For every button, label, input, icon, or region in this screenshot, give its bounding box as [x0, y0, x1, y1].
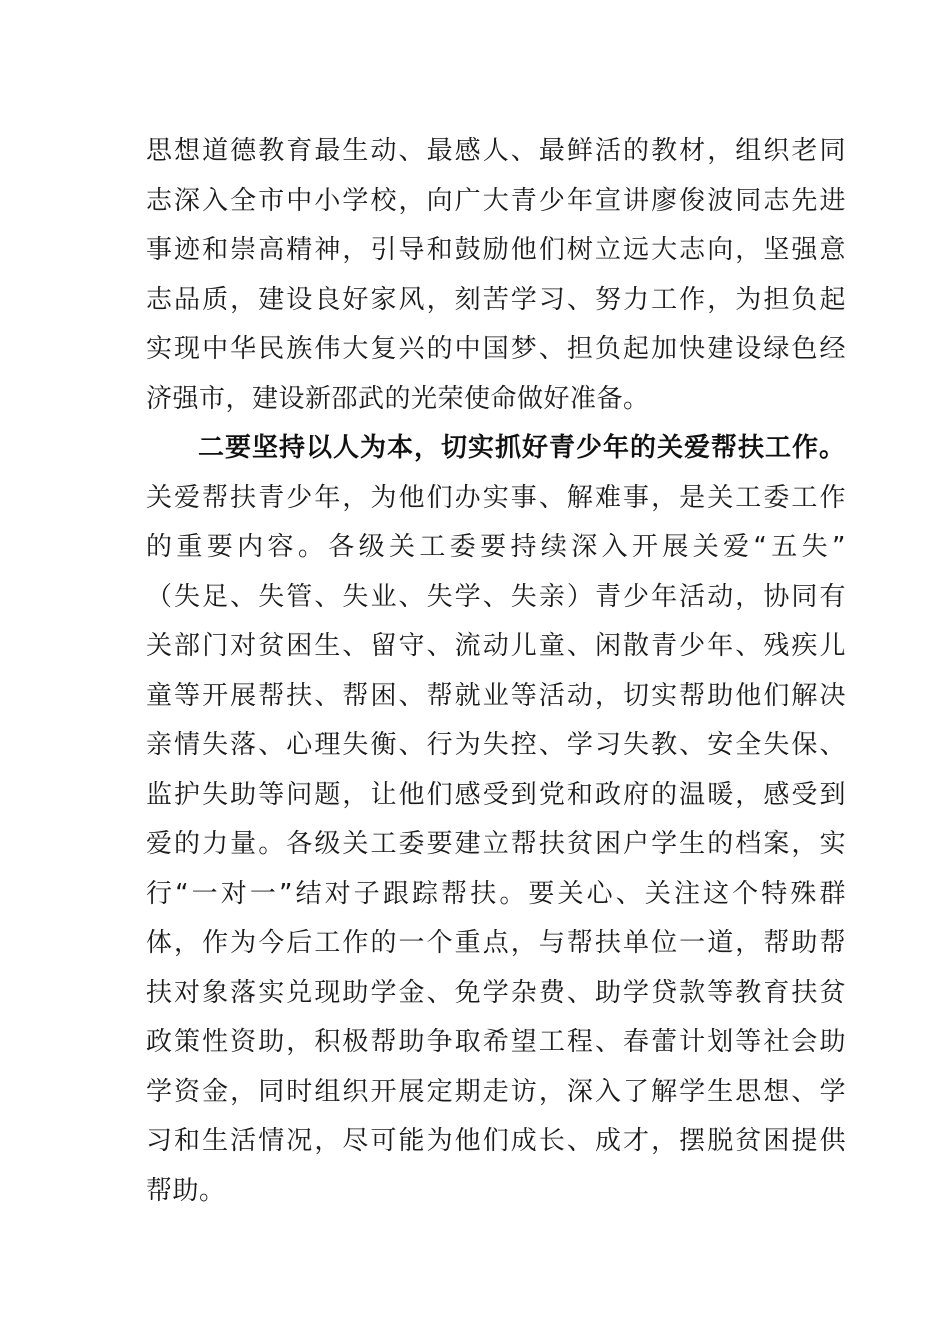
- text-line: 行“一对一”结对子跟踪帮扶。要关心、关注这个特殊群: [146, 878, 846, 909]
- text-line: 政策性资助，积极帮助争取希望工程、春蕾计划等社会助: [146, 1027, 846, 1057]
- text-line: 关部门对贫困生、留守、流动儿童、闲散青少年、残疾儿: [146, 631, 846, 661]
- section-heading: 二要坚持以人为本，切实抓好青少年的关爱帮扶工作。: [198, 433, 847, 463]
- text-line: 关爱帮扶青少年，为他们办实事、解难事，是关工委工作: [146, 482, 846, 513]
- text-line: 童等开展帮扶、帮困、帮就业等活动，切实帮助他们解决: [146, 680, 846, 711]
- document-body: [146, 127, 846, 1216]
- text-line: 学资金，同时组织开展定期走访，深入了解学生思想、学: [146, 1076, 846, 1107]
- text-line: 监护失助等问题，让他们感受到党和政府的温暖，感受到: [146, 779, 846, 810]
- text-line: 志品质，建设良好家风，刻苦学习、努力工作，为担负起: [146, 284, 846, 315]
- text-line: 体，作为今后工作的一个重点，与帮扶单位一道，帮助帮: [146, 928, 846, 958]
- text-line: 济强市，建设新邵武的光荣使命做好准备。: [146, 383, 650, 414]
- text-line: 习和生活情况，尽可能为他们成长、成才，摆脱贫困提供: [146, 1126, 846, 1156]
- text-line: 亲情失落、心理失衡、行为失控、学习失教、安全失保、: [146, 730, 846, 760]
- text-line: （失足、失管、失业、失学、失亲）青少年活动，协同有: [146, 581, 846, 612]
- text-line: 实现中华民族伟大复兴的中国梦、担负起加快建设绿色经: [146, 334, 846, 364]
- text-line: 思想道德教育最生动、最感人、最鲜活的教材，组织老同: [146, 136, 846, 166]
- text-line: 帮助。: [146, 1175, 226, 1206]
- text-line: 志深入全市中小学校，向广大青少年宣讲廖俊波同志先进: [146, 185, 846, 216]
- text-line: 的重要内容。各级关工委要持续深入开展关爱“五失”: [146, 532, 846, 562]
- text-line: 爱的力量。各级关工委要建立帮扶贫困户学生的档案，实: [146, 829, 846, 859]
- text-line: 事迹和崇高精神，引导和鼓励他们树立远大志向，坚强意: [146, 235, 846, 265]
- text-line: 扶对象落实兑现助学金、免学杂费、助学贷款等教育扶贫: [146, 977, 846, 1008]
